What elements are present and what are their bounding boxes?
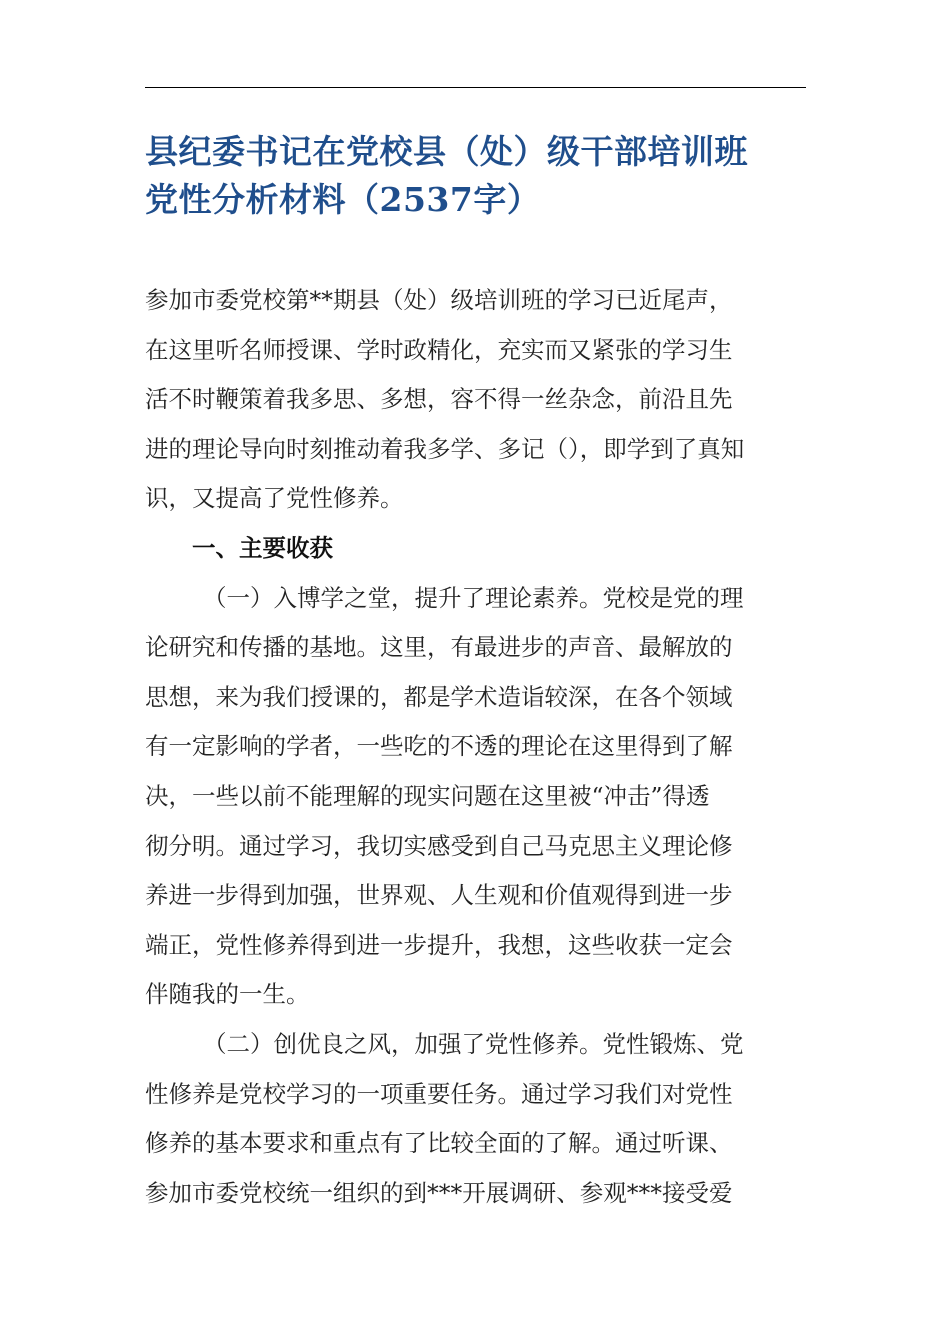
paragraph-line: （一）入博学之堂，提升了理论素养。党校是党的理 — [203, 583, 744, 612]
subsection-2-paragraph — [145, 1020, 815, 1218]
document-title — [145, 128, 815, 224]
intro-line: 活不时鞭策着我多思、多想，容不得一丝杂念，前沿且先 — [145, 385, 733, 414]
document-body — [145, 276, 815, 1218]
intro-line: 参加市委党校第**期县（处）级培训班的学习已近尾声， — [145, 286, 733, 314]
title-line-2: 党性分析材料（2537字） — [145, 180, 541, 219]
paragraph-line: 修养的基本要求和重点有了比较全面的了解。通过听课、 — [145, 1129, 733, 1158]
paragraph-line: 彻分明。通过学习，我切实感受到自己马克思主义理论修 — [145, 831, 733, 860]
paragraph-line: 论研究和传播的基地。这里，有最进步的声音、最解放的 — [145, 633, 733, 662]
paragraph-line: 性修养是党校学习的一项重要任务。通过学习我们对党性 — [145, 1079, 733, 1108]
intro-line: 识，又提高了党性修养。 — [145, 484, 404, 513]
paragraph-line: 有一定影响的学者，一些吃的不透的理论在这里得到了解 — [145, 732, 733, 761]
section-heading: 一、主要收获 — [192, 533, 333, 562]
subsection-1-paragraph — [145, 574, 815, 1020]
intro-line: 进的理论导向时刻推动着我多学、多记（），即学到了真知 — [145, 434, 745, 463]
paragraph-line: 养进一步得到加强，世界观、人生观和价值观得到进一步 — [145, 881, 733, 910]
paragraph-line: 端正，党性修养得到进一步提升，我想，这些收获一定会 — [145, 930, 733, 959]
paragraph-line: 伴随我的一生。 — [145, 980, 310, 1009]
header-rule — [145, 87, 806, 88]
intro-line: 在这里听名师授课、学时政精化，充实而又紧张的学习生 — [145, 335, 733, 364]
paragraph-line: 决，一些以前不能理解的现实问题在这里被“冲击”得透 — [145, 781, 710, 810]
paragraph-line: （二）创优良之风，加强了党性修养。党性锻炼、党 — [203, 1029, 744, 1058]
paragraph-line: 参加市委党校统一组织的到***开展调研、参观***接受爱 — [145, 1178, 733, 1207]
intro-paragraph — [145, 276, 815, 524]
paragraph-line: 思想，来为我们授课的，都是学术造诣较深，在各个领域 — [145, 682, 733, 711]
title-line-1: 县纪委书记在党校县（处）级干部培训班 — [145, 132, 748, 171]
